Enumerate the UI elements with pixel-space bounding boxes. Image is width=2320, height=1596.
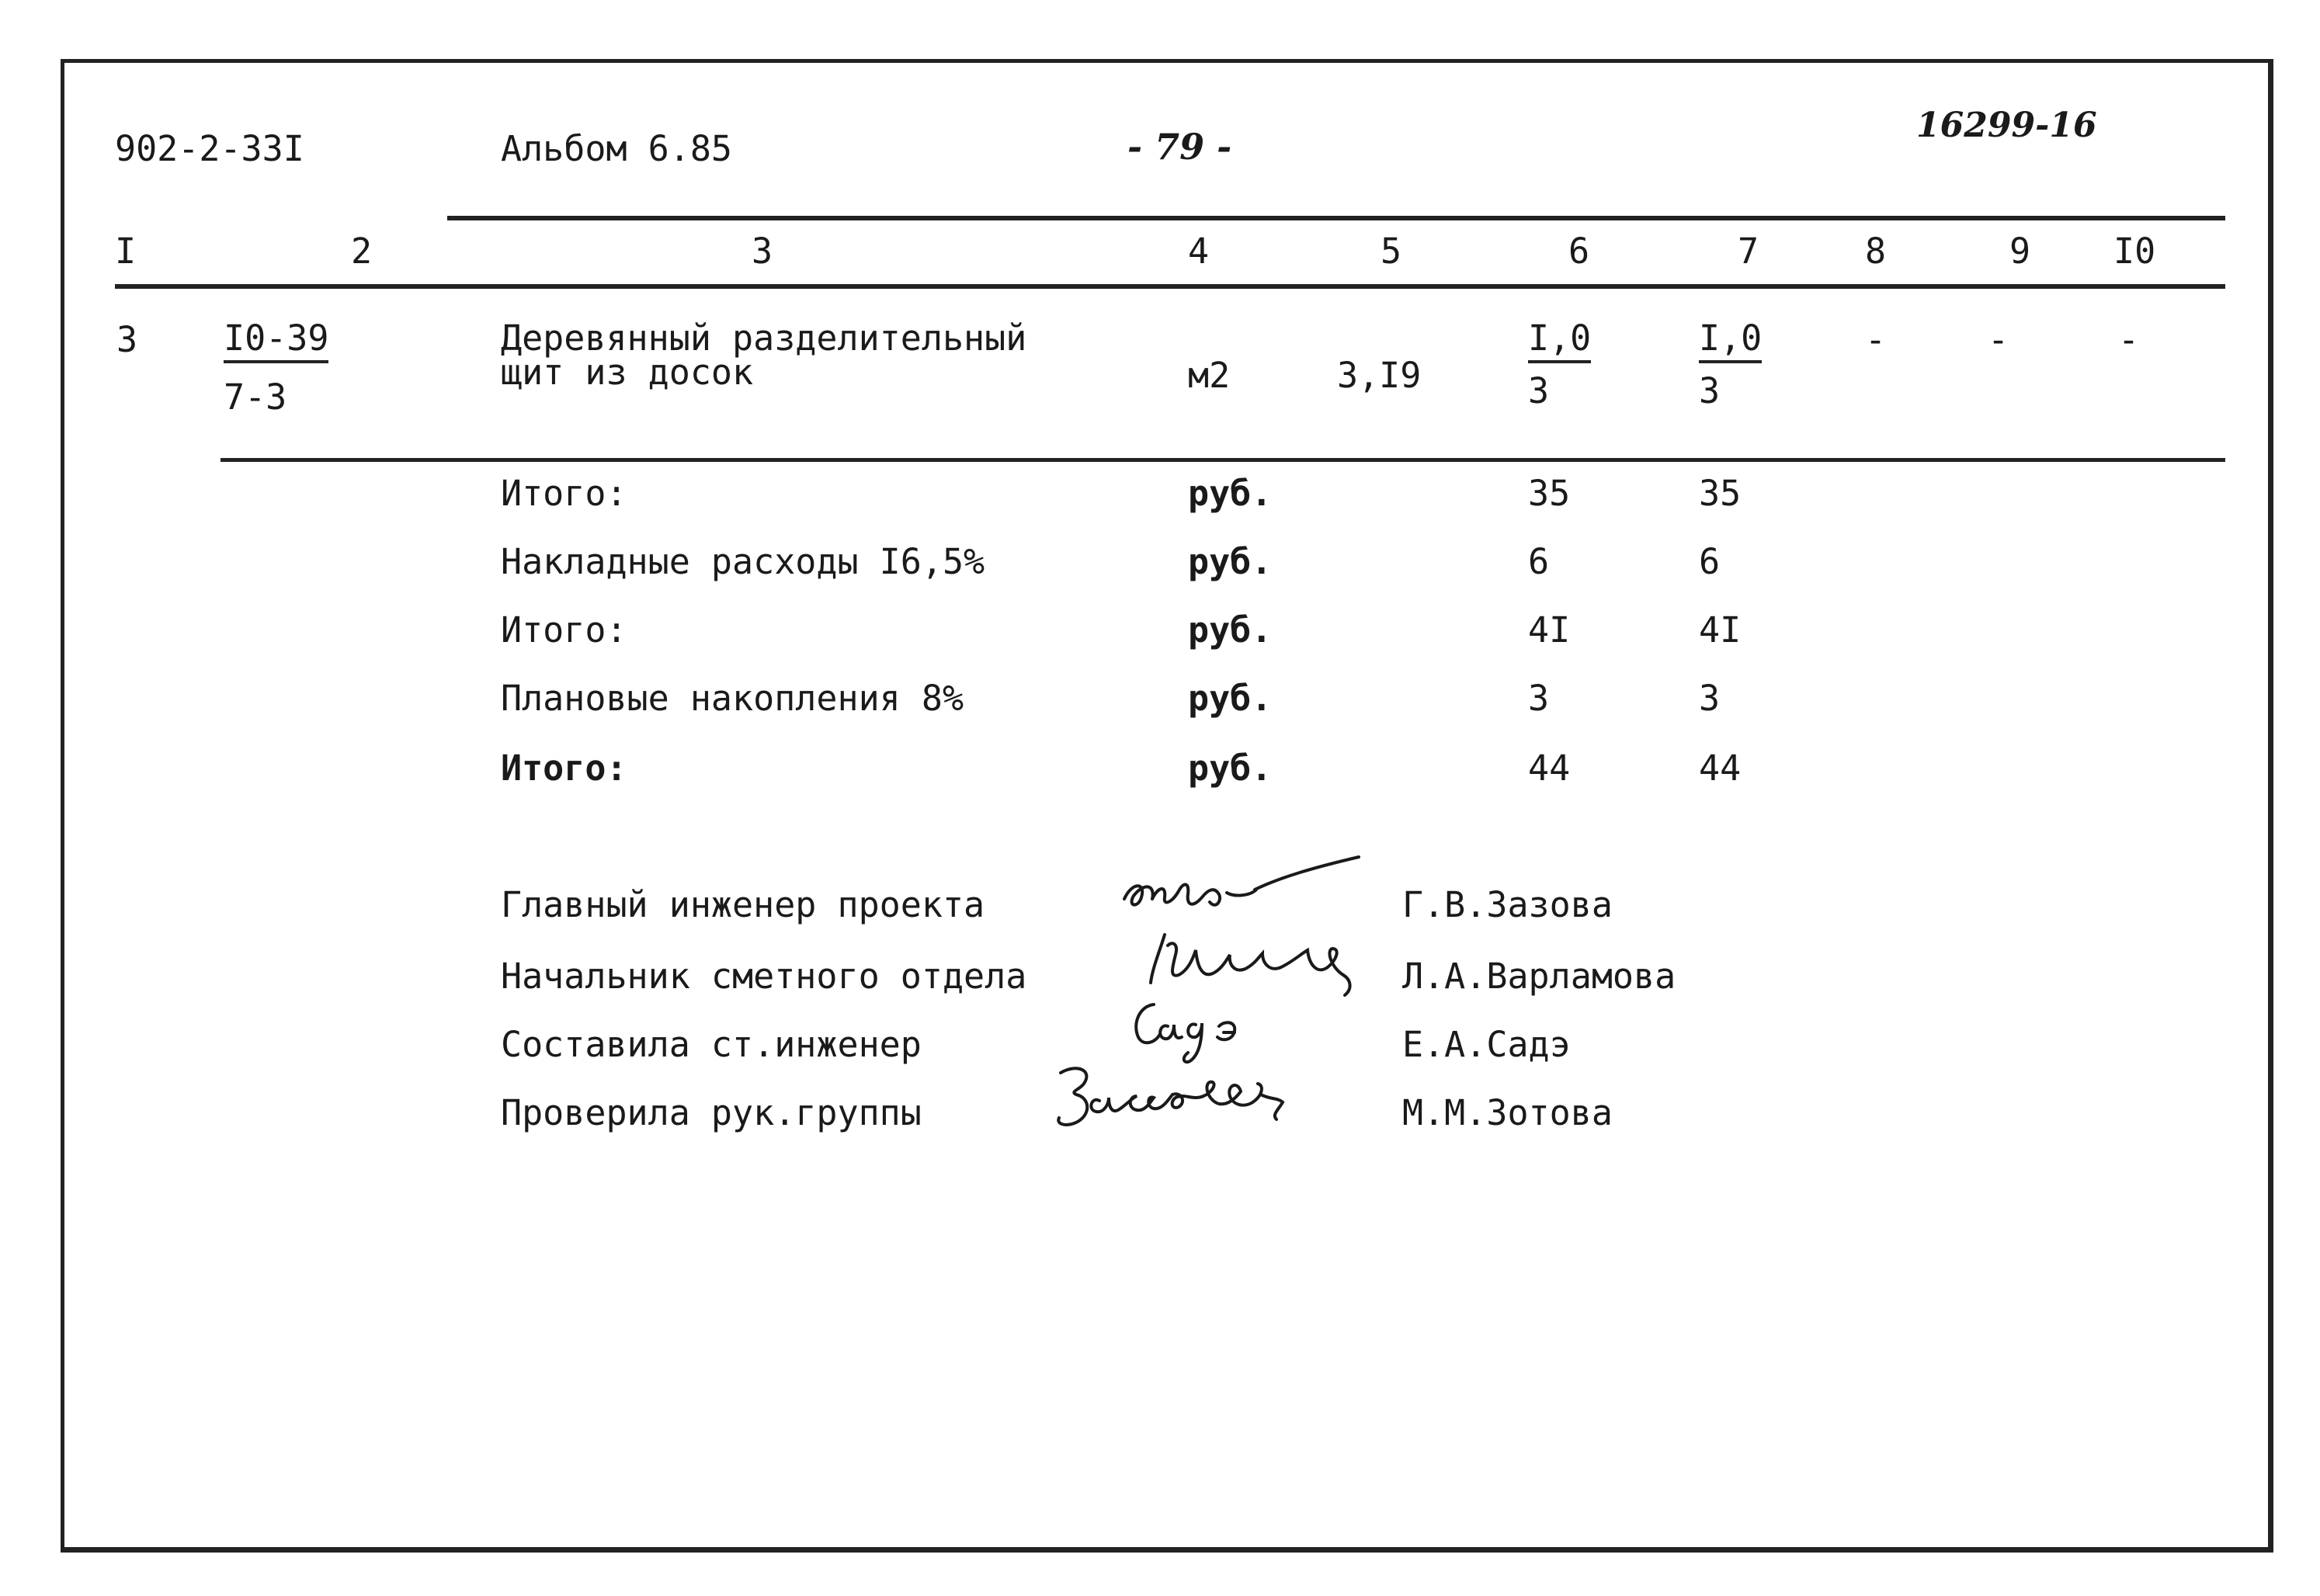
total-col6-2: 6 (1528, 541, 1550, 582)
total-label-4: Плановые накопления 8% (501, 678, 964, 719)
col-header-2: 2 (351, 231, 373, 272)
signature-role-1: Главный инженер проекта (501, 884, 985, 925)
signature-role-4: Проверила рук.группы (501, 1092, 922, 1133)
registration-number: 16299-16 (1916, 106, 2097, 145)
entry-col7-bottom: 3 (1699, 370, 1721, 411)
total-col6-5: 44 (1528, 748, 1571, 789)
album-label: Альбом 6.85 (501, 128, 733, 169)
col-header-9: 9 (2009, 231, 2031, 272)
total-col7-1: 35 (1699, 473, 1742, 514)
total-unit-1: руб. (1188, 473, 1273, 514)
entry-name-line1: Деревянный разделительный (501, 317, 1027, 359)
header-bottom-rule (115, 284, 2225, 289)
entry-quantity: 3,I9 (1337, 355, 1422, 396)
col-header-3: 3 (752, 231, 773, 272)
totals-rule (221, 458, 2225, 462)
signature-role-3: Составила ст.инженер (501, 1024, 922, 1065)
entry-col8: - (1865, 319, 1887, 360)
total-label-3: Итого: (501, 609, 627, 651)
entry-number: 3 (116, 319, 138, 360)
signature-handwriting-4 (1045, 1056, 1332, 1141)
total-col7-4: 3 (1699, 678, 1721, 719)
entry-name-line2: щит из досок (501, 352, 754, 393)
signature-handwriting-3 (1126, 989, 1281, 1067)
total-col6-1: 35 (1528, 473, 1571, 514)
total-unit-2: руб. (1188, 541, 1273, 582)
col-header-4: 4 (1188, 231, 1210, 272)
entry-col6-bottom: 3 (1528, 370, 1550, 411)
header-top-rule (447, 216, 2225, 220)
page-number: - 79 - (1127, 126, 1232, 168)
signature-name-1: Г.В.Зазова (1402, 884, 1613, 925)
entry-col7-top: I,0 (1699, 318, 1762, 363)
col-header-7: 7 (1738, 231, 1759, 272)
total-col6-4: 3 (1528, 678, 1550, 719)
total-unit-5: руб. (1188, 748, 1273, 789)
total-col7-5: 44 (1699, 748, 1742, 789)
signature-name-3: Е.А.Садэ (1402, 1024, 1571, 1065)
entry-code-bottom: 7-3 (224, 376, 287, 418)
doc-code: 902-2-33I (115, 128, 304, 169)
total-col6-3: 4I (1528, 609, 1571, 651)
entry-col6-top: I,0 (1528, 318, 1591, 363)
total-col7-2: 6 (1699, 541, 1721, 582)
total-label-5: Итого: (501, 748, 627, 789)
col-header-10: I0 (2113, 231, 2156, 272)
col-header-1: I (115, 231, 137, 272)
entry-col9: - (1988, 319, 2009, 360)
signature-name-2: Л.А.Варламова (1402, 956, 1676, 997)
page-frame (61, 59, 2273, 1553)
total-label-1: Итого: (501, 473, 627, 514)
total-label-2: Накладные расходы I6,5% (501, 541, 985, 582)
signature-name-4: М.М.Зотова (1402, 1092, 1613, 1133)
col-header-5: 5 (1381, 231, 1402, 272)
col-header-6: 6 (1568, 231, 1590, 272)
total-unit-4: руб. (1188, 678, 1273, 719)
total-unit-3: руб. (1188, 609, 1273, 651)
total-col7-3: 4I (1699, 609, 1742, 651)
signature-role-2: Начальник сметного отдела (501, 956, 1027, 997)
entry-unit: м2 (1188, 355, 1231, 396)
col-header-8: 8 (1865, 231, 1887, 272)
entry-col10: - (2118, 319, 2140, 360)
entry-code-top: I0-39 (224, 318, 328, 363)
